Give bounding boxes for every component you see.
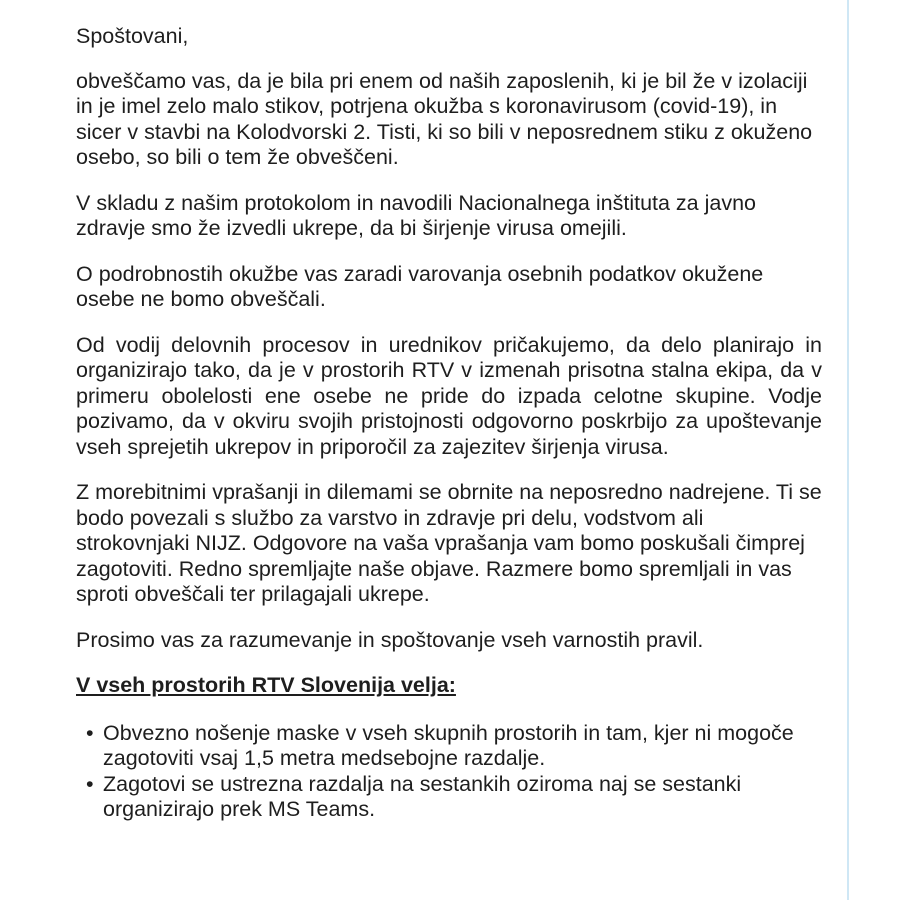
rule-text: Obvezno nošenje maske v vseh skupnih prostorih in tam, kjer ni mogoče zagotoviti vsaj 1,5 metra medsebojne razdalje.: [103, 720, 794, 770]
paragraph-team-organisation: Od vodij delovnih procesov in urednikov pričakujemo, da delo planirajo in organizirajo tako, da je v prostorih RTV v izmenah prisotna stalna ekipa, da v primeru obolelosti ene osebe ne pride do izpada celotne skupine. Vodje pozivamo, da v okviru svojih pristojnosti odgovorno poskrbijo za upoštevanje vseh sprejetih ukrepov in priporočil za zajezitev širjenja virusa.: [76, 332, 822, 459]
paragraph-protocol-measures: V skladu z našim protokolom in navodili Nacionalnega inštituta za javno zdravje smo že izvedli ukrepe, da bi širjenje virusa omejili.: [76, 190, 757, 240]
rules-heading: V vseh prostorih RTV Slovenija velja:: [76, 673, 456, 697]
paragraph-questions: Z morebitnimi vprašanji in dilemami se obrnite na neposredno nadrejene. Ti se bodo povezali s službo za varstvo in zdravje pri delu, vodstvom ali strokovnjaki NIJZ. Odgovore na vaša vprašanja vam bomo poskušali čimprej zagotoviti. Redno spremljajte naše objave. Razmere bomo spremljali in vas sproti obveščali ter prilagajali ukrepe.: [76, 480, 822, 606]
paragraph-infection-notice: obveščamo vas, da je bila pri enem od naših zaposlenih, ki je bil že v izolaciji in je imel zelo malo stikov, potrjena okužba s koronavirusom (covid-19), in sicer v stavbi na Kolodvorski 2. Tisti, ki so bili v neposrednem stiku z okuženo osebo, so bili o tem že obveščeni.: [76, 68, 813, 169]
paragraph-privacy: O podrobnostih okužbe vas zaradi varovanja osebnih podatkov okužene osebe ne bomo obveščali.: [76, 261, 764, 311]
bullet-icon: •: [86, 771, 94, 796]
list-item: [86, 721, 822, 772]
letter-greeting: Spoštovani,: [76, 24, 189, 48]
rule-text: Zagotovi se ustrezna razdalja na sestankih oziroma naj se sestanki organizirajo prek MS Teams.: [103, 771, 742, 821]
list-item: [86, 772, 822, 823]
letter-body: [76, 24, 822, 823]
page-edge-divider: [847, 0, 849, 900]
bullet-icon: •: [86, 720, 94, 745]
rules-list: [76, 721, 822, 823]
paragraph-closing-request: Prosimo vas za razumevanje in spoštovanje vseh varnostih pravil.: [76, 627, 704, 652]
